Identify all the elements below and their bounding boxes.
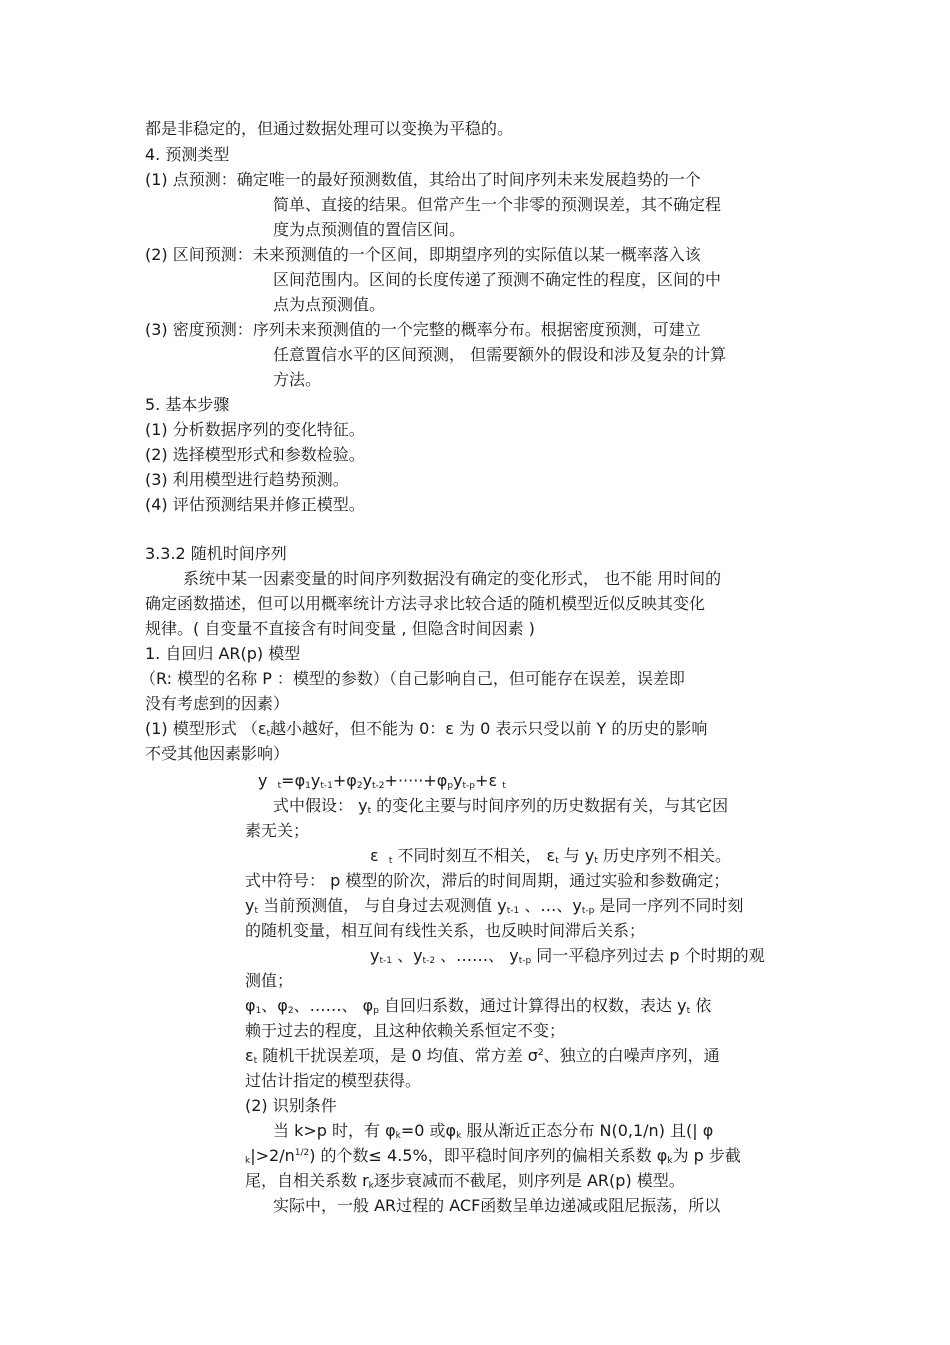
text-line: ε $_t$ 不同时刻互不相关， $\varepsilon_t$ 与 $y_t$ 历史序列不相关。 (370, 846, 731, 866)
text-line: 点为点预测值。 (273, 295, 386, 314)
list-item: (2) 选择模型形式和参数检验。 (145, 445, 365, 464)
text-line: 区间范围内。区间的长度传递了预测不确定性的程度，区间的中 (273, 270, 722, 289)
list-item: (4) 评估预测结果并修正模型。 (145, 495, 365, 514)
text-line: (1) 点预测：确定唯一的最好预测数值，其给出了时间序列未来发展趋势的一个 (145, 170, 701, 189)
text-line: 尾，自相关系数 $r_k$逐步衰减而不截尾，则序列是 AR(p) 模型。 (245, 1171, 685, 1191)
text-line: 任意置信水平的区间预测， 但需要额外的假设和涉及复杂的计算 (273, 345, 727, 364)
text-line: 过估计指定的模型获得。 (245, 1071, 422, 1090)
text-line: 确定函数描述，但可以用概率统计方法寻求比较合适的随机模型近似反映其变化 (145, 594, 706, 613)
text-line: (1) 模型形式 （$\varepsilon_t$越小越好，但不能为 0：ε 为 0 表示只受以前 Y 的历史的影响 (145, 719, 708, 739)
text-line: 赖于过去的程度，且这种依赖关系恒定不变； (245, 1021, 566, 1040)
text-line: 实际中，一般 AR过程的 ACF函数呈单边递减或阻尼振荡，所以 (273, 1196, 721, 1215)
list-item: (3) 利用模型进行趋势预测。 (145, 470, 349, 489)
text-line: $y_t$ 当前预测值， 与自身过去观测值 $y_{t-1}$ 、…、$y_{t-p}$ 是同一序列不同时刻 (245, 896, 744, 916)
text-line: 的随机变量，相互间有线性关系，也反映时间滞后关系； (245, 921, 646, 940)
text-line: （R: 模型的名称 P ：模型的参数）（自己影响自己，但可能存在误差，误差即 (140, 669, 685, 688)
text-line: 没有考虑到的因素） (145, 694, 290, 713)
section-heading: 3.3.2 随机时间序列 (145, 544, 287, 563)
text-line: $y_{t-1}$ 、$y_{t-2}$ 、……、 $y_{t-p}$ 同一平稳序列过去 p 个时期的观 (370, 946, 765, 966)
text-line: 素无关； (245, 821, 310, 840)
text-line: $_k|>2/n^{1/2}$) 的个数≤ 4.5%，即平稳时间序列的偏相关系数 $\varphi_k$为 p 步截 (245, 1146, 741, 1166)
text-line: 简单、直接的结果。但常产生一个非零的预测误差，其不确定程 (273, 195, 722, 214)
ar-formula: y $_t=\varphi_1y_{t-1}+\varphi_2y_{t-2}+\cdot\cdot\cdot\cdot\cdot+\varphi_py_{t-p}+\varepsilon$ $_t$ (258, 771, 506, 791)
text-line: $\varphi_1$、$\varphi_2$、……、 $\varphi_p$ 自回归系数，通过计算得出的权数，表达 $y_t$ 依 (245, 996, 712, 1016)
text-line: (2) 区间预测：未来预测值的一个区间，即期望序列的实际值以某一概率落入该 (145, 245, 701, 264)
text-line: 规律。( 自变量不直接含有时间变量 , 但隐含时间因素 ) (145, 619, 535, 638)
text-line: 系统中某一因素变量的时间序列数据没有确定的变化形式， 也不能 用时间的 (183, 569, 722, 588)
text-line: 度为点预测值的置信区间。 (273, 220, 466, 239)
list-item: (1) 分析数据序列的变化特征。 (145, 420, 365, 439)
text-line: 式中符号： p 模型的阶次，滞后的时间周期，通过实验和参数确定； (245, 871, 730, 890)
text-line: 方法。 (273, 370, 322, 389)
text-line: $\varepsilon_t$ 随机干扰误差项，是 0 均值、常方差 $\sigma^2$、独立的白噪声序列，通 (245, 1046, 720, 1066)
text-line: 当 k>p 时，有 $\varphi_k=0$ 或$\varphi_k$ 服从渐近正态分布 N(0,1/n) 且(| φ (273, 1121, 714, 1141)
section-heading: 1. 自回归 AR(p) 模型 (145, 644, 301, 663)
text-line: 都是非稳定的，但通过数据处理可以变换为平稳的。 (145, 119, 514, 138)
section-heading: 5. 基本步骤 (145, 395, 230, 414)
text-line: 测值； (245, 971, 294, 990)
text-line: 式中假设： $y_t$ 的变化主要与时间序列的历史数据有关，与其它因 (273, 796, 729, 816)
section-heading: 4. 预测类型 (145, 145, 230, 164)
text-line: 不受其他因素影响） (145, 744, 290, 763)
section-heading: (2) 识别条件 (245, 1096, 337, 1115)
text-line: (3) 密度预测：序列未来预测值的一个完整的概率分布。根据密度预测，可建立 (145, 320, 701, 339)
